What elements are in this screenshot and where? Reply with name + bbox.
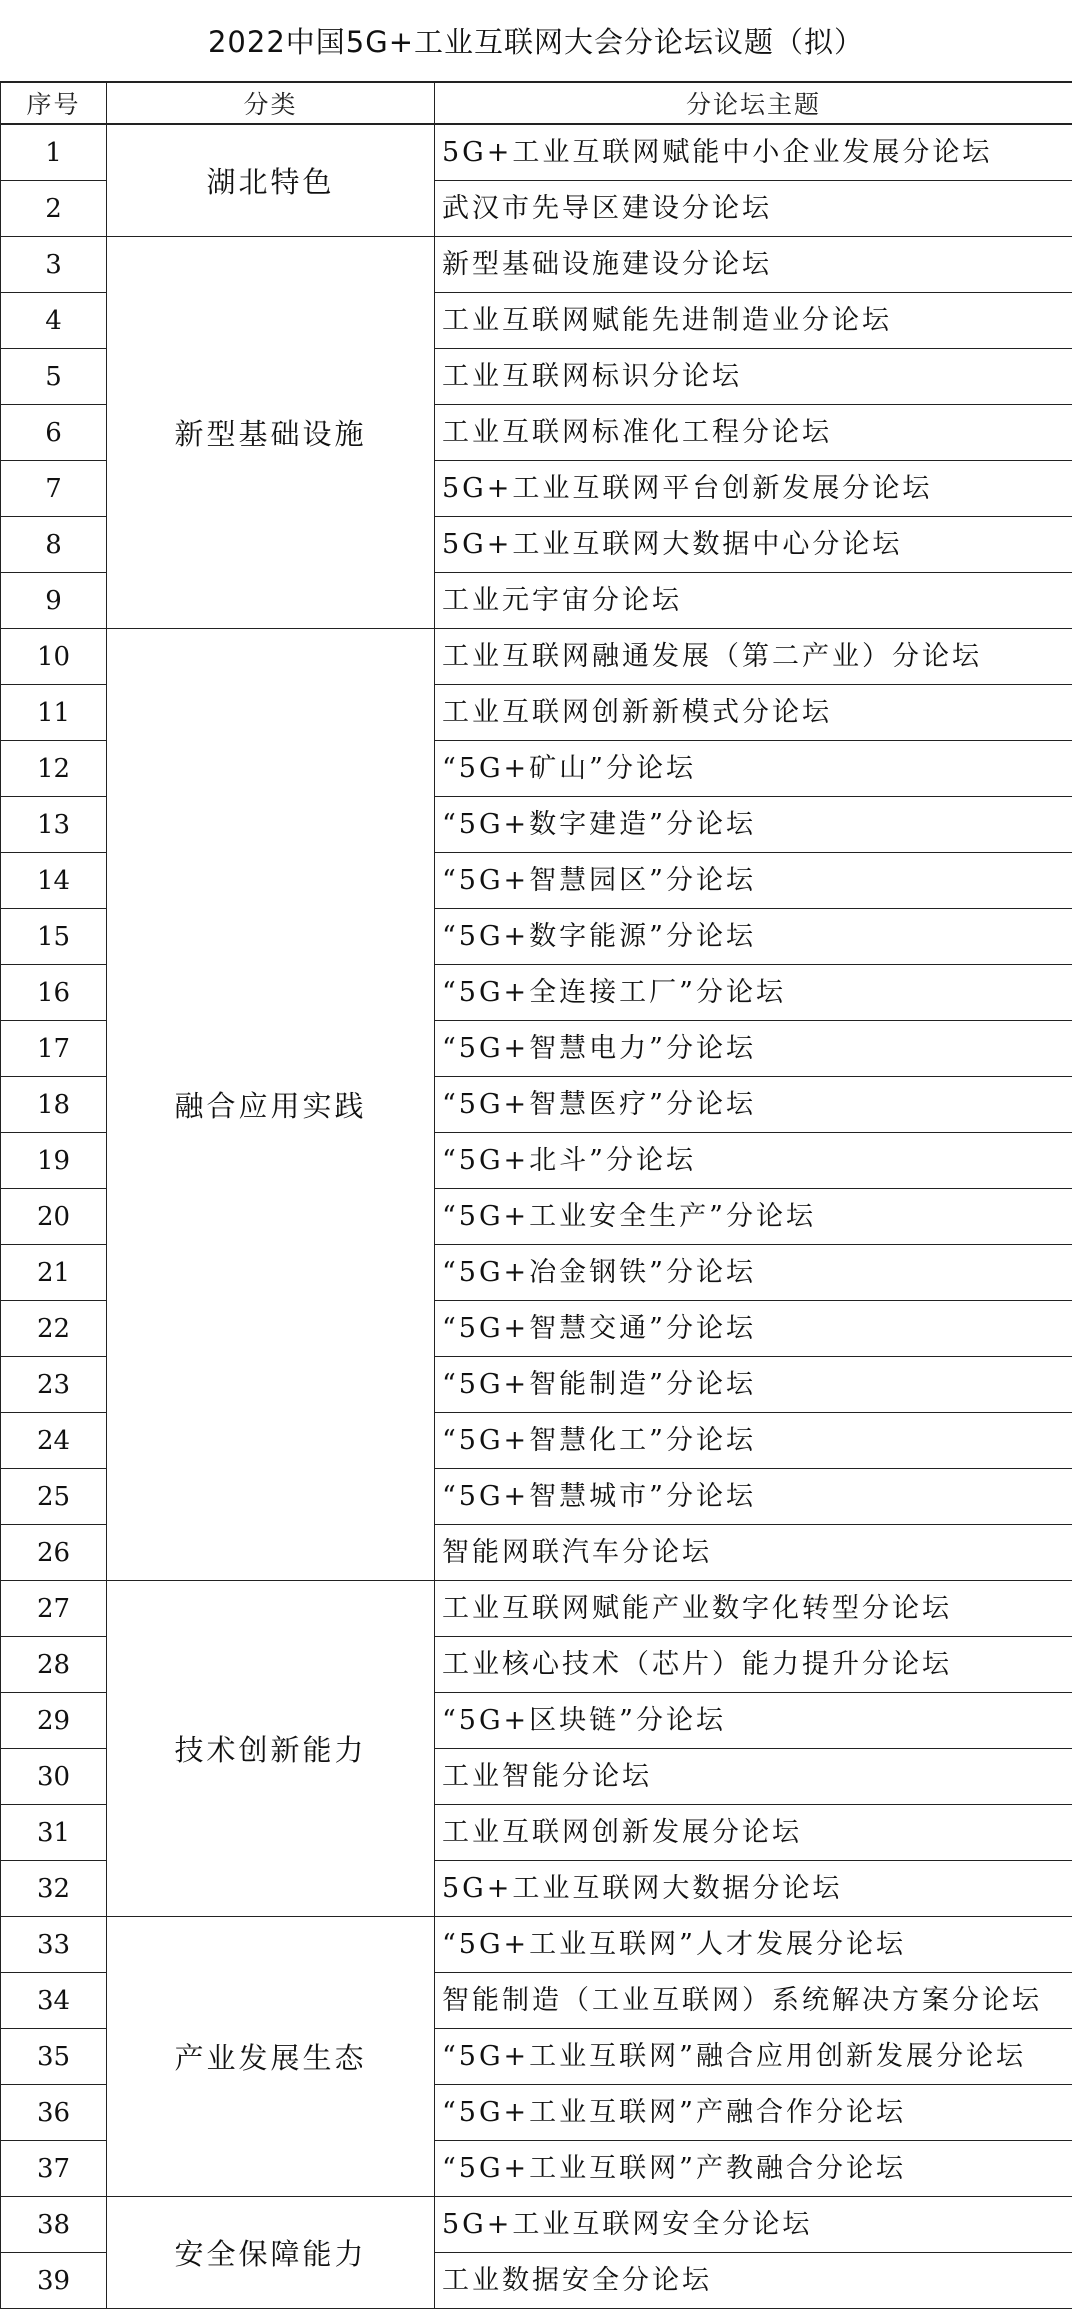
- topic-cell: [435, 1413, 1072, 1469]
- topic-text: “5G+智慧交通”分论坛: [442, 1313, 756, 1344]
- topic-text: “5G+智慧化工”分论坛: [442, 1425, 756, 1456]
- topic-text: “5G+数字建造”分论坛: [442, 809, 756, 840]
- row-number: 25: [1, 1469, 107, 1525]
- row-number: 15: [1, 909, 107, 965]
- row-number: 39: [1, 2253, 107, 2309]
- topic-text: 5G+工业互联网安全分论坛: [442, 2209, 813, 2240]
- topic-cell: [435, 1133, 1072, 1189]
- topic-cell: [435, 2197, 1072, 2253]
- topic-text: “5G+矿山”分论坛: [442, 753, 696, 784]
- row-number: 37: [1, 2141, 107, 2197]
- topic-text: 工业数据安全分论坛: [442, 2265, 712, 2296]
- topic-cell: [435, 1749, 1072, 1805]
- table-row: [1, 629, 1072, 685]
- forum-topics-table: [0, 81, 1072, 2309]
- topic-text: “5G+全连接工厂”分论坛: [442, 977, 786, 1008]
- topic-text: 5G+工业互联网赋能中小企业发展分论坛: [442, 137, 993, 168]
- topic-text: 新型基础设施建设分论坛: [442, 249, 772, 280]
- topic-cell: [435, 2253, 1072, 2309]
- topic-text: “5G+工业互联网”产教融合分论坛: [442, 2153, 906, 2184]
- row-number: 31: [1, 1805, 107, 1861]
- topic-cell: [435, 2029, 1072, 2085]
- topic-cell: [435, 405, 1072, 461]
- topic-cell: [435, 1973, 1072, 2029]
- topic-cell: [435, 909, 1072, 965]
- topic-text: 工业互联网赋能产业数字化转型分论坛: [442, 1593, 952, 1624]
- topic-text: “5G+工业互联网”人才发展分论坛: [442, 1929, 906, 1960]
- table-row: [1, 1581, 1072, 1637]
- row-number: 2: [1, 181, 107, 237]
- topic-text: 工业核心技术（芯片）能力提升分论坛: [442, 1649, 952, 1680]
- topic-text: 智能制造（工业互联网）系统解决方案分论坛: [442, 1985, 1042, 2016]
- topic-text: 工业互联网创新发展分论坛: [442, 1817, 802, 1848]
- topic-text: 工业互联网标准化工程分论坛: [442, 417, 832, 448]
- row-number: 20: [1, 1189, 107, 1245]
- row-number: 34: [1, 1973, 107, 2029]
- category-cell: 产业发展生态: [107, 1917, 435, 2197]
- row-number: 38: [1, 2197, 107, 2253]
- topic-cell: [435, 1581, 1072, 1637]
- topic-text: “5G+工业互联网”产融合作分论坛: [442, 2097, 906, 2128]
- topic-cell: [435, 517, 1072, 573]
- row-number: 1: [1, 124, 107, 181]
- category-cell: 湖北特色: [107, 124, 435, 237]
- topic-cell: [435, 741, 1072, 797]
- topic-text: 工业元宇宙分论坛: [442, 585, 682, 616]
- category-cell: 新型基础设施: [107, 237, 435, 629]
- topic-text: 5G+工业互联网平台创新发展分论坛: [442, 473, 933, 504]
- topic-cell: [435, 1693, 1072, 1749]
- row-number: 30: [1, 1749, 107, 1805]
- topic-text: “5G+区块链”分论坛: [442, 1705, 726, 1736]
- row-number: 12: [1, 741, 107, 797]
- topic-cell: [435, 1357, 1072, 1413]
- row-number: 17: [1, 1021, 107, 1077]
- topic-cell: [435, 1245, 1072, 1301]
- topic-text: “5G+智慧电力”分论坛: [442, 1033, 756, 1064]
- table-row: [1, 124, 1072, 181]
- topic-cell: [435, 461, 1072, 517]
- topic-text: 5G+工业互联网大数据分论坛: [442, 1873, 843, 1904]
- row-number: 9: [1, 573, 107, 629]
- row-number: 13: [1, 797, 107, 853]
- table-row: [1, 1917, 1072, 1973]
- header-number: 序号: [1, 82, 107, 124]
- topic-text: “5G+工业互联网”融合应用创新发展分论坛: [442, 2041, 1026, 2072]
- topic-cell: [435, 573, 1072, 629]
- row-number: 33: [1, 1917, 107, 1973]
- row-number: 16: [1, 965, 107, 1021]
- row-number: 19: [1, 1133, 107, 1189]
- topic-text: 工业互联网融通发展（第二产业）分论坛: [442, 641, 982, 672]
- row-number: 18: [1, 1077, 107, 1133]
- row-number: 23: [1, 1357, 107, 1413]
- topic-cell: [435, 1637, 1072, 1693]
- topic-cell: [435, 349, 1072, 405]
- topic-text: 5G+工业互联网大数据中心分论坛: [442, 529, 903, 560]
- topic-cell: [435, 1189, 1072, 1245]
- topic-text: 武汉市先导区建设分论坛: [442, 193, 772, 224]
- topic-cell: [435, 1021, 1072, 1077]
- topic-cell: [435, 2141, 1072, 2197]
- row-number: 35: [1, 2029, 107, 2085]
- row-number: 7: [1, 461, 107, 517]
- row-number: 24: [1, 1413, 107, 1469]
- topic-cell: [435, 629, 1072, 685]
- topic-text: 工业智能分论坛: [442, 1761, 652, 1792]
- document-title: 2022中国5G+工业互联网大会分论坛议题（拟）: [207, 25, 865, 59]
- topic-cell: [435, 1861, 1072, 1917]
- topic-cell: [435, 797, 1072, 853]
- topic-cell: [435, 1077, 1072, 1133]
- row-number: 32: [1, 1861, 107, 1917]
- topic-text: “5G+智慧城市”分论坛: [442, 1481, 756, 1512]
- topic-text: “5G+智慧园区”分论坛: [442, 865, 756, 896]
- row-number: 21: [1, 1245, 107, 1301]
- topic-text: 智能网联汽车分论坛: [442, 1537, 712, 1568]
- topic-cell: [435, 237, 1072, 293]
- topic-cell: [435, 1805, 1072, 1861]
- row-number: 27: [1, 1581, 107, 1637]
- topic-cell: [435, 1301, 1072, 1357]
- row-number: 3: [1, 237, 107, 293]
- topic-cell: [435, 685, 1072, 741]
- row-number: 6: [1, 405, 107, 461]
- header-topic: 分论坛主题: [435, 82, 1072, 124]
- topic-text: “5G+北斗”分论坛: [442, 1145, 696, 1176]
- topic-text: “5G+智能制造”分论坛: [442, 1369, 756, 1400]
- table-row: [1, 2197, 1072, 2253]
- table-row: [1, 237, 1072, 293]
- topic-text: 工业互联网赋能先进制造业分论坛: [442, 305, 892, 336]
- topic-text: 工业互联网标识分论坛: [442, 361, 742, 392]
- row-number: 11: [1, 685, 107, 741]
- topic-cell: [435, 181, 1072, 237]
- header-category: 分类: [107, 82, 435, 124]
- topic-text: 工业互联网创新新模式分论坛: [442, 697, 832, 728]
- row-number: 10: [1, 629, 107, 685]
- category-cell: 技术创新能力: [107, 1581, 435, 1917]
- topic-cell: [435, 1469, 1072, 1525]
- row-number: 22: [1, 1301, 107, 1357]
- table-header-row: [1, 82, 1072, 124]
- topic-cell: [435, 853, 1072, 909]
- row-number: 4: [1, 293, 107, 349]
- topic-cell: [435, 1917, 1072, 1973]
- category-cell: 融合应用实践: [107, 629, 435, 1581]
- topic-text: “5G+冶金钢铁”分论坛: [442, 1257, 756, 1288]
- topic-cell: [435, 293, 1072, 349]
- topic-cell: [435, 124, 1072, 181]
- category-cell: 安全保障能力: [107, 2197, 435, 2309]
- topic-text: “5G+工业安全生产”分论坛: [442, 1201, 816, 1232]
- row-number: 36: [1, 2085, 107, 2141]
- row-number: 28: [1, 1637, 107, 1693]
- topic-text: “5G+智慧医疗”分论坛: [442, 1089, 756, 1120]
- table-body: [1, 124, 1072, 2309]
- row-number: 8: [1, 517, 107, 573]
- topic-cell: [435, 965, 1072, 1021]
- row-number: 26: [1, 1525, 107, 1581]
- topic-cell: [435, 1525, 1072, 1581]
- row-number: 29: [1, 1693, 107, 1749]
- row-number: 14: [1, 853, 107, 909]
- topic-text: “5G+数字能源”分论坛: [442, 921, 756, 952]
- topic-cell: [435, 2085, 1072, 2141]
- row-number: 5: [1, 349, 107, 405]
